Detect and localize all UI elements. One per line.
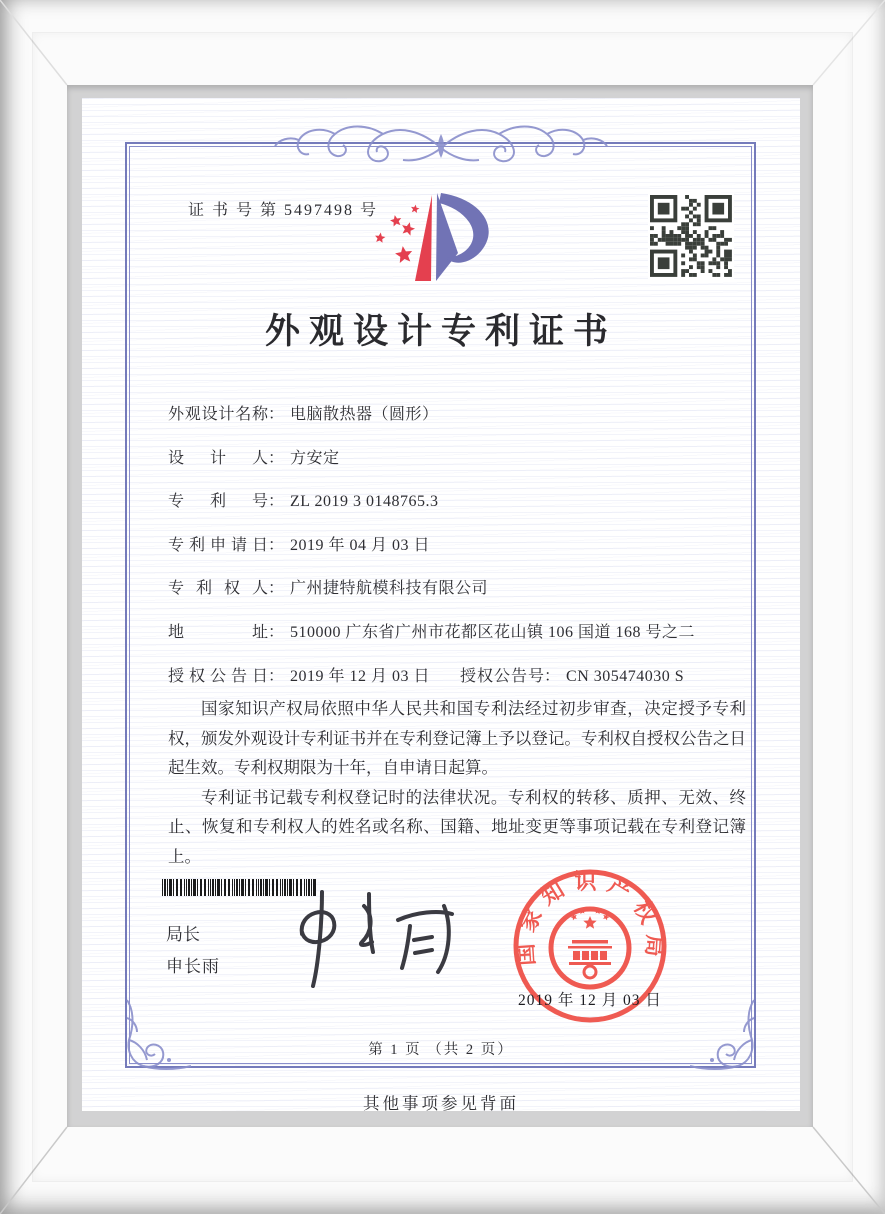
field-colon: ： — [268, 580, 285, 598]
signer-title: 局长 — [166, 925, 200, 944]
field-row — [168, 619, 758, 663]
field-row — [168, 401, 758, 445]
national-emblem-icon — [551, 907, 629, 987]
frame-rabbet — [67, 85, 813, 1127]
field-pair-secondary — [460, 663, 684, 686]
certificate-title: 外观设计专利证书 — [264, 312, 617, 351]
field-label: 外观设计名称 — [168, 406, 268, 423]
top-scroll-ornament — [271, 118, 611, 174]
legal-paragraph: 专利证书记载专利权登记时的法律状况。专利权的转移、质押、无效、终止、恢复和专利权人的姓名或名称、国籍、地址变更等事项记载在专利登记簿上。 — [168, 787, 746, 866]
field-value: 广州捷特航模科技有限公司 — [290, 580, 489, 598]
field-colon: ： — [268, 406, 285, 423]
legal-paragraph: 国家知识产权局依照中华人民共和国专利法经过初步审查，决定授予专利权，颁发外观设计专利证书并在专利登记簿上予以登记。专利权自授权公告之日起生效。专利权期限为十年，自申请日起算。 — [168, 699, 746, 777]
page-number: 第 1 页 （共 2 页） — [368, 1042, 514, 1058]
field-row — [168, 445, 758, 489]
certificate-number: 证 书 号 第 5497498 号 — [188, 202, 379, 219]
field-value: ZL 2019 3 0148765.3 — [290, 493, 439, 511]
seal-date: 2019 年 12 月 03 日 — [518, 992, 662, 1009]
field-colon: ： — [268, 536, 285, 554]
field-value: 电脑散热器（圆形） — [290, 406, 439, 423]
field-label: 授权公告日 — [168, 667, 268, 685]
field-colon: ： — [268, 667, 285, 685]
legal-text — [168, 694, 746, 871]
field-label: 授权公告号 — [460, 667, 544, 685]
bottom-right-flourish-icon — [676, 990, 760, 1074]
qr-code — [648, 193, 734, 279]
handwritten-signature — [272, 880, 482, 998]
field-colon: ： — [268, 449, 285, 467]
field-value: 510000 广东省广州市花都区花山镇 106 国道 168 号之二 — [290, 623, 696, 641]
field-value: 方安定 — [290, 449, 340, 467]
field-row — [168, 575, 758, 619]
field-value: 2019 年 04 月 03 日 — [290, 536, 431, 554]
cnipa-logo-icon — [358, 181, 512, 299]
back-note: 其他事项参见背面 — [363, 1094, 519, 1113]
field-label: 专利权人 — [168, 580, 268, 598]
certificate-paper — [82, 98, 800, 1111]
seal-text: 国家知识产权局 — [512, 869, 668, 967]
field-row — [168, 532, 758, 576]
field-label: 专利申请日 — [168, 536, 268, 554]
field-colon: ： — [268, 493, 285, 511]
field-label: 设计人 — [168, 449, 268, 467]
field-row — [168, 488, 758, 532]
field-label: 专利号 — [168, 493, 268, 511]
field-list — [168, 401, 758, 706]
field-label: 地址 — [168, 623, 268, 641]
signer-name: 申长雨 — [166, 957, 220, 976]
field-colon: ： — [544, 667, 561, 685]
field-colon: ： — [268, 623, 285, 641]
bottom-left-flourish-icon — [121, 990, 205, 1074]
field-value: 2019 年 12 月 03 日 — [290, 667, 431, 685]
field-value: CN 305474030 S — [566, 667, 685, 685]
